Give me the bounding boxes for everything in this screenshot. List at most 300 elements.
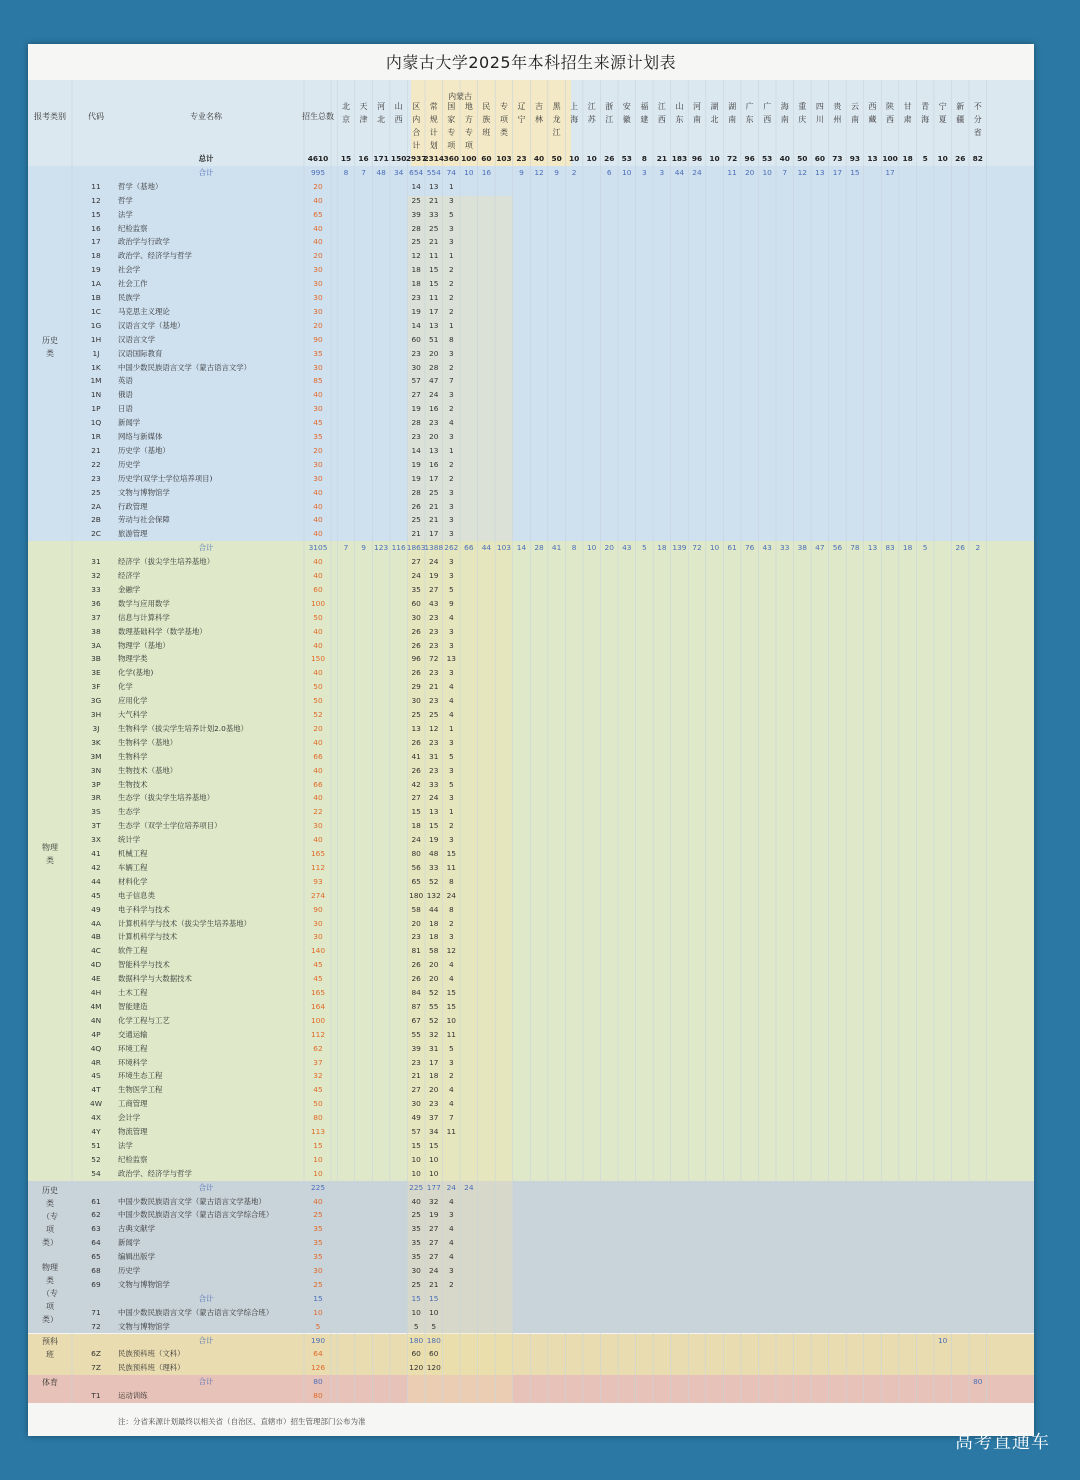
row-regular-plan: 27 [429, 584, 439, 594]
row-major-name: 工商管理 [118, 1099, 148, 1109]
row-major-name: 物流管理 [118, 1127, 148, 1136]
row-inner-total: 28 [411, 418, 421, 428]
row-major-name: 金融学 [118, 584, 141, 594]
row-national-special: 3 [448, 793, 454, 803]
row-total: 30 [313, 306, 323, 316]
row-national-special: 2 [448, 265, 454, 275]
row-major-name: 俄语 [118, 390, 133, 400]
row-national-special: 4 [448, 710, 454, 719]
row-total: 140 [310, 946, 326, 956]
row-national-special: 5 [448, 1043, 454, 1053]
row-code: 4M [90, 1001, 102, 1011]
row-inner-total: 57 [411, 1127, 421, 1136]
header-col-4: 区内合计 [412, 102, 421, 150]
subtotal-cell: 9 [519, 167, 524, 177]
row-inner-total: 24 [411, 571, 421, 580]
row-total: 40 [313, 195, 323, 205]
row-major-name: 机械工程 [118, 849, 148, 858]
row-regular-plan: 21 [429, 237, 439, 247]
grand-total-cell: 103 [496, 154, 512, 163]
row-total: 35 [313, 432, 323, 441]
row-inner-total: 14 [411, 181, 421, 191]
row-national-special: 8 [448, 876, 454, 886]
row-inner-total: 15 [411, 807, 421, 817]
row-total: 50 [313, 696, 323, 706]
row-total: 60 [313, 584, 323, 594]
row-total: 40 [313, 237, 323, 247]
row-regular-plan: 47 [429, 376, 439, 386]
subtotal-cell: 24 [692, 167, 702, 177]
row-code: 1N [90, 390, 102, 400]
row-regular-plan: 20 [429, 1085, 439, 1095]
subtotal-cell: 1388 [424, 543, 444, 553]
header-col-18: 江西 [657, 102, 666, 124]
grand-total-cell: 50 [551, 154, 562, 163]
row-total: 66 [313, 779, 323, 789]
row-total: 37 [313, 1057, 323, 1067]
row-inner-total: 55 [411, 1029, 421, 1039]
row-total: 40 [313, 640, 323, 650]
row-major-name: 马克思主义理论 [118, 306, 170, 316]
row-total: 32 [313, 1071, 323, 1081]
subtotal-total: 80 [313, 1377, 323, 1387]
row-national-special: 5 [448, 779, 454, 789]
row-code: 3G [90, 696, 102, 706]
grand-total-cell: 171 [373, 154, 389, 163]
subtotal-cell: 66 [464, 543, 474, 553]
row-inner-total: 27 [411, 390, 421, 400]
row-regular-plan: 27 [429, 1224, 439, 1234]
row-regular-plan: 13 [429, 181, 439, 191]
row-major-name: 电子科学与技术 [118, 904, 170, 914]
grand-total-label: 总计 [198, 154, 214, 163]
row-inner-total: 26 [411, 501, 421, 511]
row-total: 62 [313, 1043, 323, 1053]
row-national-special: 5 [448, 584, 454, 594]
category-label: 物理类（专项类） [42, 1262, 58, 1324]
grand-total-cell: 2937 [405, 154, 427, 163]
subtotal-cell: 28 [534, 543, 544, 553]
header-col-24: 广西 [763, 102, 772, 124]
header-col-13: 上海 [570, 102, 579, 124]
row-inner-total: 21 [411, 1071, 421, 1081]
row-major-name: 中国少数民族语言文学（蒙古语言文学） [118, 362, 252, 372]
header-col-15: 浙江 [605, 102, 614, 124]
row-regular-plan: 18 [429, 1071, 439, 1081]
header-category: 报考类别 [34, 112, 66, 121]
row-national-special: 24 [446, 890, 456, 900]
row-inner-total: 19 [411, 404, 421, 414]
subtotal-cell: 76 [744, 543, 755, 553]
row-inner-total: 40 [411, 1196, 421, 1206]
subtotal-cell: 9 [361, 543, 366, 553]
row-code: 36 [91, 598, 101, 608]
row-code: 69 [91, 1279, 101, 1289]
row-major-name: 新闻学 [118, 1238, 141, 1248]
row-regular-plan: 24 [429, 793, 439, 803]
row-major-name: 生物科学 [118, 751, 148, 761]
row-code: 49 [91, 904, 101, 914]
row-inner-total: 23 [411, 293, 421, 302]
row-total: 112 [310, 1029, 326, 1039]
row-major-name: 历史学（基地） [118, 445, 170, 455]
row-national-special: 3 [448, 515, 454, 525]
row-inner-total: 81 [411, 946, 421, 956]
row-national-special: 3 [448, 501, 454, 511]
row-total: 40 [313, 626, 323, 636]
row-national-special: 2 [448, 362, 454, 372]
row-inner-total: 25 [411, 1210, 421, 1220]
row-inner-total: 96 [411, 654, 421, 664]
row-regular-plan: 19 [429, 571, 439, 580]
row-regular-plan: 132 [426, 890, 441, 900]
subtotal-cell: 554 [426, 167, 441, 177]
row-major-name: 新闻学 [118, 418, 141, 428]
header-col-14: 江苏 [587, 102, 596, 124]
row-code: 3T [91, 821, 101, 831]
subtotal-total: 3105 [308, 543, 328, 553]
row-total: 35 [313, 1252, 323, 1262]
row-major-name: 汉语言文学 [118, 334, 155, 344]
row-national-special: 2 [448, 306, 454, 316]
header-col-3: 山西 [394, 102, 403, 124]
subtotal-cell: 180 [426, 1335, 441, 1345]
row-regular-plan: 19 [429, 835, 439, 845]
subtotal-cell: 83 [885, 543, 895, 553]
subtotal-cell: 41 [551, 543, 562, 553]
subtotal-total: 995 [310, 167, 326, 177]
footnote: 注：分省来源计划最终以相关省（自治区、直辖市）招生管理部门公布为准 [118, 1417, 366, 1426]
row-inner-total: 25 [411, 237, 421, 247]
subtotal-cell: 80 [973, 1377, 983, 1387]
subtotal-cell: 20 [604, 543, 614, 553]
row-code: 4P [91, 1029, 101, 1039]
header-col-28: 贵州 [833, 102, 842, 124]
row-code: 31 [91, 557, 101, 567]
row-code: 7Z [91, 1363, 101, 1373]
row-regular-plan: 19 [429, 1210, 439, 1220]
row-code: 65 [91, 1252, 101, 1262]
row-inner-total: 35 [411, 584, 421, 594]
row-regular-plan: 13 [429, 445, 439, 455]
subtotal-cell: 262 [444, 543, 459, 553]
row-inner-total: 26 [411, 640, 421, 650]
subtotal-total: 190 [310, 1335, 326, 1345]
row-major-name: 数学与应用数学 [118, 598, 170, 608]
subtotal-cell: 24 [464, 1182, 474, 1192]
subtotal-cell: 15 [411, 1293, 421, 1303]
row-major-name: 编辑出版学 [118, 1252, 155, 1262]
subtotal-label: 合计 [198, 1335, 214, 1345]
row-total: 50 [313, 612, 323, 622]
row-total: 30 [313, 1266, 323, 1275]
subtotal-cell: 13 [815, 167, 825, 177]
row-major-name: 旅游管理 [118, 529, 148, 539]
subtotal-cell: 16 [481, 167, 492, 177]
header-col-19: 山东 [675, 102, 684, 124]
header-col-9: 专项类 [499, 102, 508, 137]
row-code: 1C [91, 306, 101, 316]
row-major-name: 哲学 [118, 195, 133, 205]
row-inner-total: 23 [411, 1057, 421, 1067]
row-code: 1B [91, 293, 101, 302]
row-total: 30 [313, 404, 323, 414]
header-col-31: 陕西 [886, 102, 895, 124]
header-col-1: 天津 [359, 102, 368, 124]
subtotal-cell: 12 [797, 167, 807, 177]
row-total: 30 [313, 918, 323, 928]
subtotal-cell: 9 [554, 167, 559, 177]
row-total: 20 [313, 445, 323, 455]
row-national-special: 2 [448, 404, 454, 414]
row-regular-plan: 28 [429, 362, 439, 372]
row-code: 4N [90, 1015, 102, 1025]
row-code: 3P [91, 779, 101, 789]
row-major-name: 中国少数民族语言文学（蒙古语言文学综合班） [118, 1210, 274, 1220]
row-code: 1R [91, 432, 101, 441]
row-code: 3N [90, 765, 102, 775]
row-national-special: 5 [448, 209, 454, 219]
row-inner-total: 28 [411, 223, 421, 233]
grand-total-cell: 16 [358, 154, 369, 163]
row-regular-plan: 58 [429, 946, 439, 956]
row-national-special: 4 [448, 1085, 454, 1095]
grand-total-cell: 26 [955, 154, 966, 163]
row-code: 25 [91, 487, 101, 497]
row-total: 52 [313, 710, 323, 719]
subtotal-cell: 56 [832, 543, 843, 553]
row-code: 4T [91, 1085, 101, 1095]
row-code: 33 [91, 584, 101, 594]
row-national-special: 4 [448, 1238, 454, 1248]
row-regular-plan: 34 [429, 1127, 439, 1136]
row-inner-total: 60 [411, 1349, 421, 1359]
subtotal-cell: 43 [622, 543, 632, 553]
grand-total-cell: 53 [621, 154, 632, 163]
row-regular-plan: 31 [429, 1043, 439, 1053]
row-inner-total: 15 [411, 1140, 421, 1150]
row-major-name: 物理学类 [118, 654, 148, 664]
row-regular-plan: 24 [429, 557, 439, 567]
header-total: 招生总数 [302, 112, 334, 121]
row-regular-plan: 33 [429, 862, 439, 872]
row-major-name: 政治学、经济学与哲学 [118, 1168, 192, 1178]
subtotal-cell: 2 [975, 543, 981, 553]
row-national-special: 2 [448, 821, 454, 831]
row-national-special: 15 [446, 849, 456, 858]
row-major-name: 经济学（拔尖学生培养基地） [118, 557, 215, 567]
row-total: 20 [313, 181, 323, 191]
header-col-32: 甘肃 [903, 102, 912, 124]
subtotal-cell: 34 [393, 167, 404, 177]
row-total: 40 [313, 515, 323, 525]
subtotal-cell: 24 [446, 1182, 456, 1192]
row-major-name: 车辆工程 [118, 862, 148, 872]
subtotal-cell: 7 [361, 167, 366, 177]
row-national-special: 2 [448, 1279, 454, 1289]
row-total: 100 [310, 1015, 326, 1025]
subtotal-cell: 10 [586, 543, 597, 553]
row-national-special: 4 [448, 418, 454, 428]
row-major-name: 汉语国际教育 [118, 348, 163, 358]
header-col-30: 西藏 [868, 102, 877, 124]
row-major-name: 生态学（拔尖学生培养基地） [118, 793, 215, 803]
row-national-special: 3 [448, 195, 454, 205]
row-inner-total: 26 [411, 626, 421, 636]
subtotal-cell: 8 [571, 543, 577, 553]
grand-total-cell: 72 [726, 154, 738, 163]
grand-total-cell: 10 [586, 154, 597, 163]
row-major-name: 材料化学 [118, 876, 148, 886]
row-national-special: 7 [448, 376, 454, 386]
row-inner-total: 67 [411, 1015, 421, 1025]
row-total: 25 [313, 1279, 323, 1289]
grand-total-cell: 53 [762, 154, 773, 163]
subtotal-cell: 17 [885, 167, 895, 177]
row-inner-total: 19 [411, 473, 421, 483]
subtotal-label: 合计 [198, 1182, 214, 1192]
grand-total-cell: 10 [937, 154, 948, 163]
row-total: 274 [310, 890, 326, 900]
row-regular-plan: 25 [429, 487, 439, 497]
subtotal-cell: 5 [641, 543, 647, 553]
row-regular-plan: 13 [429, 807, 439, 817]
row-total: 40 [313, 765, 323, 775]
row-total: 30 [313, 473, 323, 483]
row-regular-plan: 12 [429, 723, 439, 733]
header-col-25: 海南 [780, 102, 789, 124]
row-inner-total: 26 [411, 765, 421, 775]
row-inner-total: 41 [411, 751, 421, 761]
header-col-23: 广东 [745, 102, 754, 124]
row-major-name: 社会工作 [118, 279, 148, 289]
row-inner-total: 21 [411, 529, 421, 539]
subtotal-cell: 15 [429, 1293, 439, 1303]
row-national-special: 2 [448, 459, 454, 469]
row-total: 50 [313, 1099, 323, 1109]
row-major-name: 中国少数民族语言文学（蒙古语言文学综合班） [118, 1307, 274, 1317]
row-regular-plan: 17 [429, 529, 439, 539]
row-code: 64 [91, 1238, 101, 1248]
row-national-special: 7 [448, 1113, 454, 1123]
row-regular-plan: 52 [429, 1015, 439, 1025]
row-code: 21 [91, 445, 101, 455]
row-major-name: 统计学 [118, 835, 141, 845]
subtotal-cell: 44 [481, 543, 492, 553]
row-major-name: 大气科学 [118, 710, 148, 719]
subtotal-cell: 18 [902, 543, 913, 553]
row-national-special: 4 [448, 1224, 454, 1234]
row-inner-total: 24 [411, 835, 421, 845]
row-total: 40 [313, 571, 323, 580]
row-regular-plan: 17 [429, 473, 439, 483]
row-total: 126 [310, 1363, 326, 1373]
row-national-special: 3 [448, 557, 454, 567]
row-code: 4Y [91, 1127, 101, 1136]
row-code: 3H [90, 710, 102, 719]
row-national-special: 2 [448, 1071, 454, 1081]
row-national-special: 15 [446, 988, 456, 997]
row-regular-plan: 23 [429, 765, 439, 775]
row-major-name: 环境生态工程 [118, 1071, 163, 1081]
grand-total-cell: 40 [533, 154, 545, 163]
row-inner-total: 26 [411, 668, 421, 678]
subtotal-cell: 33 [780, 543, 790, 553]
row-inner-total: 180 [409, 890, 424, 900]
row-national-special: 3 [448, 390, 454, 400]
row-inner-total: 19 [411, 459, 421, 469]
row-regular-plan: 15 [429, 265, 439, 275]
row-inner-total: 27 [411, 793, 421, 803]
row-national-special: 3 [448, 223, 454, 233]
row-total: 40 [313, 793, 323, 803]
row-national-special: 13 [446, 654, 456, 664]
row-major-name: 环境工程 [118, 1043, 148, 1053]
row-code: 4X [91, 1113, 101, 1123]
row-regular-plan: 23 [429, 626, 439, 636]
row-total: 85 [313, 376, 323, 386]
grand-total-cell: 73 [832, 154, 843, 163]
row-major-name: 物理学（基地） [118, 640, 170, 650]
row-code: 4R [91, 1057, 101, 1067]
row-major-name: 化学工程与工艺 [118, 1015, 170, 1025]
row-code: 71 [91, 1307, 101, 1317]
row-code: 4D [90, 960, 102, 970]
grand-total-cell: 360 [443, 154, 460, 163]
row-national-special: 11 [446, 1127, 456, 1136]
row-major-name: 生物科学（基地） [118, 737, 178, 747]
row-inner-total: 28 [411, 487, 421, 497]
row-code: 4E [91, 974, 101, 984]
grand-total-cell: 13 [867, 154, 878, 163]
row-inner-total: 18 [411, 821, 421, 831]
grand-total-cell: 96 [744, 154, 755, 163]
subtotal-label: 合计 [198, 1377, 214, 1387]
table-title: 内蒙古大学2025年本科招生来源计划表 [385, 53, 677, 72]
row-code: 4C [91, 946, 101, 956]
subtotal-cell: 15 [850, 167, 860, 177]
row-inner-total: 14 [411, 320, 421, 330]
row-major-name: 行政管理 [118, 501, 148, 511]
row-inner-total: 65 [411, 876, 421, 886]
row-code: 1P [91, 404, 101, 414]
grand-total-cell: 10 [568, 154, 580, 163]
subtotal-cell: 103 [496, 543, 511, 553]
row-national-special: 1 [448, 723, 454, 733]
row-regular-plan: 20 [429, 974, 439, 984]
row-code: 22 [91, 459, 101, 469]
plan-table-sheet [28, 44, 1034, 1436]
subtotal-cell: 177 [426, 1182, 441, 1192]
row-major-name: 纪检监察 [118, 1154, 148, 1164]
row-major-name: 古典文献学 [118, 1224, 155, 1234]
row-regular-plan: 16 [429, 404, 439, 414]
row-total: 90 [313, 334, 323, 344]
row-code: 52 [91, 1154, 101, 1164]
row-inner-total: 58 [411, 904, 421, 914]
row-code: 1J [92, 348, 100, 358]
row-code: 3B [91, 654, 101, 664]
row-major-name: 化学(基地) [118, 668, 154, 678]
row-national-special: 1 [448, 181, 454, 191]
row-inner-total: 60 [411, 598, 421, 608]
row-total: 10 [313, 1168, 323, 1178]
row-regular-plan: 27 [429, 1252, 439, 1262]
row-national-special: 3 [448, 1057, 454, 1067]
row-regular-plan: 5 [431, 1321, 437, 1331]
row-total: 50 [313, 682, 323, 692]
row-national-special: 4 [448, 682, 454, 692]
